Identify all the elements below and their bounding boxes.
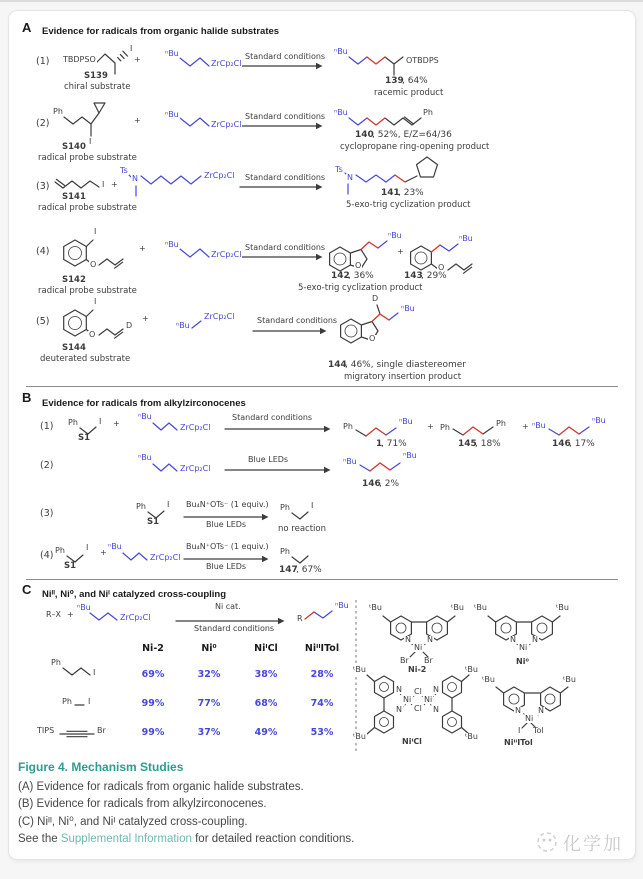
b4-prest: , 67% bbox=[296, 565, 322, 575]
a3-iodo: I bbox=[102, 180, 105, 189]
a5-plus: + bbox=[142, 314, 149, 323]
ni0-ni: Ni bbox=[519, 643, 528, 652]
a2-num: (2) bbox=[36, 118, 50, 129]
a4-num: (4) bbox=[36, 246, 50, 257]
a5-p-o: O bbox=[369, 334, 376, 343]
a4-pnote: 5-exo-trig cyclization product bbox=[298, 283, 423, 293]
c-s1-i: I bbox=[93, 668, 96, 677]
a3-ts: Ts bbox=[120, 166, 128, 175]
b2-p-nbu2: ⁿBu bbox=[403, 451, 417, 460]
a3-sdesc: radical probe substrate bbox=[38, 203, 137, 213]
niito-n2: N bbox=[538, 706, 544, 715]
b3-p-iodo: I bbox=[311, 501, 314, 510]
c-s1-ph: Ph bbox=[51, 658, 61, 667]
nicl-name: NiᴵCl bbox=[402, 737, 422, 746]
a2-pnote: cyclopropane ring-opening product bbox=[340, 142, 490, 152]
nicl-n1: N bbox=[396, 685, 402, 694]
b1-p2-ph: Ph bbox=[440, 423, 450, 432]
ni0-tbu2: ᵗBu bbox=[556, 603, 569, 612]
a4-sname: S142 bbox=[62, 275, 86, 285]
b1-cond: Standard conditions bbox=[232, 413, 313, 422]
a5-cond: Standard conditions bbox=[257, 316, 338, 325]
ni2-br2: Br bbox=[424, 656, 433, 665]
b1-p2-ph2: Ph bbox=[496, 419, 506, 428]
figure-caption bbox=[18, 760, 618, 848]
ni0-tbu1: ᵗBu bbox=[474, 603, 487, 612]
a4-p1-nbu: ⁿBu bbox=[388, 231, 402, 240]
a3-pnote: 5-exo-trig cyclization product bbox=[346, 200, 471, 210]
ni-table-value-r2c3: 68% bbox=[254, 698, 278, 709]
b1-zr: ZrCp₂Cl bbox=[180, 423, 211, 432]
b3-pnote: no reaction bbox=[278, 524, 326, 534]
nicl-tbu1: ᵗBu bbox=[353, 665, 366, 674]
a2-plus: + bbox=[134, 116, 141, 125]
a4-p2-nbu: ⁿBu bbox=[459, 234, 473, 243]
nicl-ni1: Ni bbox=[403, 695, 412, 704]
a3-sname: S141 bbox=[62, 192, 86, 202]
c-nbu: ⁿBu bbox=[77, 603, 91, 612]
a4-p2-o: O bbox=[438, 263, 445, 272]
caption-line-b: (B) Evidence for radicals from alkylzirconocenes. bbox=[18, 798, 267, 811]
a2-nbu: ⁿBu bbox=[165, 110, 179, 119]
a2-p-ph: Ph bbox=[423, 108, 433, 117]
c-s2-i: I bbox=[88, 697, 91, 706]
a4-plus2: + bbox=[397, 247, 404, 256]
watermark bbox=[533, 828, 638, 856]
a5-d: D bbox=[126, 321, 133, 330]
ni2-tbu2: ᵗBu bbox=[451, 603, 464, 612]
panel-c-letter: C bbox=[22, 582, 32, 597]
a1-p-otbdps: OTBDPS bbox=[406, 56, 439, 65]
b1-sname: S1 bbox=[78, 433, 91, 443]
b2-prest: , 2% bbox=[379, 479, 399, 489]
panel-c-title: Niᴵᴵ, Ni⁰, and Niᴵ catalyzed cross-coupling bbox=[42, 589, 227, 600]
a2-prest: , 52%, E/Z=64/36 bbox=[372, 130, 452, 140]
c-plus: + bbox=[67, 610, 74, 619]
ni-table-value-r1c3: 38% bbox=[254, 669, 278, 680]
a3-p-n: N bbox=[347, 173, 353, 182]
niito-tbu2: ᵗBu bbox=[563, 675, 576, 684]
a3-n: N bbox=[132, 174, 138, 183]
ni-table-value-r1c4: 28% bbox=[310, 669, 334, 680]
c-cond2: Standard conditions bbox=[194, 624, 275, 633]
b2-nbu: ⁿBu bbox=[138, 453, 152, 462]
a3-zr: ZrCp₂Cl bbox=[204, 171, 235, 180]
caption-line-see bbox=[18, 831, 618, 848]
a5-p-nbu: ⁿBu bbox=[401, 304, 415, 313]
see-suffix: for detailed reaction conditions. bbox=[191, 832, 355, 845]
a3-p-ts: Ts bbox=[335, 165, 343, 174]
b3-p-ph: Ph bbox=[280, 503, 290, 512]
ni-table-value-r3c4: 53% bbox=[310, 727, 334, 738]
a2-sdesc: radical probe substrate bbox=[38, 153, 137, 163]
a1-plus: + bbox=[134, 55, 141, 64]
a5-o: O bbox=[89, 330, 96, 339]
ni-table-value-r1c1: 69% bbox=[141, 669, 165, 680]
ni0-n1: N bbox=[510, 635, 516, 644]
a5-prest: , 46%, single diastereomer bbox=[345, 360, 466, 370]
b1-p1r: , 71% bbox=[381, 439, 407, 449]
b1-p3-nbu2: ⁿBu bbox=[592, 416, 606, 425]
b4-ph: Ph bbox=[55, 546, 65, 555]
ni2-n2: N bbox=[427, 635, 433, 644]
nicl-tbu3: ᵗBu bbox=[353, 732, 366, 741]
b2-pid: 146 bbox=[362, 479, 381, 489]
c-p-nbu: ⁿBu bbox=[335, 601, 349, 610]
a1-tbdpso: TBDPSO bbox=[63, 55, 96, 64]
ni-table-header-1: Ni-2 bbox=[142, 643, 164, 654]
a4-zr: ZrCp₂Cl bbox=[211, 250, 242, 259]
watermark-text: 化学加 bbox=[563, 834, 623, 855]
b2-p-nbu: ⁿBu bbox=[343, 457, 357, 466]
a4-p2rest: , 29% bbox=[421, 271, 447, 281]
b1-plus: + bbox=[113, 419, 120, 428]
b1-ph: Ph bbox=[68, 418, 78, 427]
panel-b-letter: B bbox=[22, 390, 32, 405]
b1-plus3: + bbox=[522, 422, 529, 431]
nicl-ni2: Ni bbox=[424, 695, 433, 704]
a5-sname: S144 bbox=[62, 343, 86, 353]
ni2-name: Ni-2 bbox=[408, 665, 427, 674]
a4-p2id: 143 bbox=[404, 271, 423, 281]
ni2-n1: N bbox=[405, 635, 411, 644]
b4-zr: ZrCp₂Cl bbox=[150, 553, 181, 562]
a5-num: (5) bbox=[36, 316, 50, 327]
ni-table-value-r3c2: 37% bbox=[197, 727, 221, 738]
b1-p3r: , 17% bbox=[569, 439, 595, 449]
ni-table-header-2: Ni⁰ bbox=[201, 643, 217, 654]
b4-nbu: ⁿBu bbox=[108, 542, 122, 551]
a1-pid: 139 bbox=[385, 76, 404, 86]
ni-table-value-r2c1: 99% bbox=[141, 698, 165, 709]
a2-zr: ZrCp₂Cl bbox=[211, 120, 242, 129]
caption-line-a: (A) Evidence for radicals from organic halide substrates. bbox=[18, 781, 304, 793]
a1-p-nbu: ⁿBu bbox=[334, 47, 348, 56]
b1-num: (1) bbox=[40, 421, 54, 432]
watermark-logo-icon bbox=[535, 830, 559, 854]
a2-cond: Standard conditions bbox=[245, 112, 326, 121]
b1-p2r: , 18% bbox=[475, 439, 501, 449]
nicl-cl1: Cl bbox=[414, 687, 422, 696]
b2-cond: Blue LEDs bbox=[248, 455, 289, 464]
c-p-r: R bbox=[297, 614, 303, 623]
c-s2-ph: Ph bbox=[62, 697, 72, 706]
c-rx: R–X bbox=[46, 610, 62, 619]
ni-table-value-r3c1: 99% bbox=[141, 727, 165, 738]
panel-a-title: Evidence for radicals from organic halide substrates bbox=[42, 26, 280, 37]
a3-plus: + bbox=[111, 180, 118, 189]
a1-nbu: ⁿBu bbox=[165, 49, 179, 58]
niito-tbu1: ᵗBu bbox=[482, 675, 495, 684]
a4-iodo: I bbox=[94, 227, 97, 236]
caption-title: Figure 4. Mechanism Studies bbox=[18, 760, 184, 774]
c-cond1: Ni cat. bbox=[215, 602, 241, 611]
nicl-n4: N bbox=[433, 705, 439, 714]
a4-nbu: ⁿBu bbox=[165, 240, 179, 249]
a4-o: O bbox=[90, 260, 97, 269]
ni2-br1: Br bbox=[400, 656, 409, 665]
a4-cond: Standard conditions bbox=[245, 243, 326, 252]
a5-nbu: ⁿBu bbox=[176, 321, 190, 330]
b4-iodo: I bbox=[86, 543, 89, 552]
niito-name: NiᴵᴵITol bbox=[504, 738, 533, 747]
b1-nbu: ⁿBu bbox=[138, 412, 152, 421]
niito-ni: Ni bbox=[525, 714, 534, 723]
a3-prest: , 23% bbox=[398, 188, 424, 198]
ni2-tbu1: ᵗBu bbox=[369, 603, 382, 612]
a5-pnote: migratory insertion product bbox=[344, 372, 462, 382]
b1-plus2: + bbox=[427, 422, 434, 431]
a2-p-nbu: ⁿBu bbox=[334, 108, 348, 117]
a1-num: (1) bbox=[36, 56, 50, 67]
a2-pid: 140 bbox=[355, 130, 374, 140]
b3-sname: S1 bbox=[147, 517, 160, 527]
nicl-n3: N bbox=[396, 705, 402, 714]
b3-cond2: Blue LEDs bbox=[206, 520, 247, 529]
b1-p1-ph: Ph bbox=[343, 422, 353, 431]
panel-a-letter: A bbox=[22, 20, 32, 35]
b4-plus: + bbox=[100, 548, 107, 557]
a3-pid: 141 bbox=[381, 188, 400, 198]
a5-sdesc: deuterated substrate bbox=[40, 354, 131, 364]
a2-ph: Ph bbox=[53, 107, 63, 116]
a1-iodo: I bbox=[130, 44, 133, 53]
b3-ph: Ph bbox=[136, 502, 146, 511]
b3-iodo: I bbox=[167, 500, 170, 509]
nicl-tbu2: ᵗBu bbox=[465, 665, 478, 674]
a2-sname: S140 bbox=[62, 142, 86, 152]
b1-p3id: 146 bbox=[552, 439, 571, 449]
nicl-cl2: Cl bbox=[414, 704, 422, 713]
b2-zr: ZrCp₂Cl bbox=[180, 464, 211, 473]
ni-table-value-r2c4: 74% bbox=[310, 698, 334, 709]
a5-pid: 144 bbox=[328, 360, 347, 370]
nicl-tbu4: ᵗBu bbox=[465, 732, 478, 741]
a4-p1id: 142 bbox=[331, 271, 350, 281]
ni-table-header-3: NiᴵCl bbox=[254, 643, 278, 654]
c-zr: ZrCp₂Cl bbox=[120, 613, 151, 622]
a5-p-d: D bbox=[372, 294, 379, 303]
b1-p1id: 1 bbox=[376, 439, 383, 449]
a3-num: (3) bbox=[36, 181, 50, 192]
b4-p-ph: Ph bbox=[280, 547, 290, 556]
ni-table-value-r3c3: 49% bbox=[254, 727, 278, 738]
supplemental-information-link[interactable]: Supplemental Information bbox=[60, 832, 192, 845]
a1-cond: Standard conditions bbox=[245, 52, 326, 61]
a1-prest: , 64% bbox=[402, 76, 428, 86]
b1-iodo: I bbox=[99, 417, 102, 426]
a3-cond: Standard conditions bbox=[245, 173, 326, 182]
ni-table-header-4: NiᴵᴵITol bbox=[304, 643, 340, 654]
niito-i: I bbox=[518, 726, 521, 735]
see-prefix: See the bbox=[18, 832, 61, 845]
a5-iodo: I bbox=[94, 297, 97, 306]
a5-zr: ZrCp₂Cl bbox=[204, 312, 235, 321]
a1-zr: ZrCp₂Cl bbox=[211, 59, 242, 68]
b3-cond1: Bu₄N⁺OTs⁻ (1 equiv.) bbox=[186, 500, 269, 509]
niito-tol: Tol bbox=[533, 726, 544, 735]
a4-plus: + bbox=[139, 244, 146, 253]
a4-sdesc: radical probe substrate bbox=[38, 286, 137, 296]
c-s3-tips: TIPS bbox=[37, 726, 55, 735]
c-s3-br: Br bbox=[97, 726, 106, 735]
a4-p1-o: O bbox=[355, 261, 362, 270]
a1-sdesc: chiral substrate bbox=[64, 82, 131, 92]
b3-num: (3) bbox=[40, 508, 54, 519]
niito-n1: N bbox=[515, 706, 521, 715]
a1-sname: S139 bbox=[84, 71, 108, 81]
b4-sname: S1 bbox=[64, 561, 77, 571]
b1-p2id: 145 bbox=[458, 439, 477, 449]
b4-cond1: Bu₄N⁺OTs⁻ (1 equiv.) bbox=[186, 542, 269, 551]
ni0-n2: N bbox=[532, 635, 538, 644]
b4-num: (4) bbox=[40, 550, 54, 561]
a2-iodo: I bbox=[89, 137, 92, 146]
b1-p3-nbu: ⁿBu bbox=[532, 421, 546, 430]
caption-line-c: (C) Niᴵᴵ, Ni⁰, and Niᴵ catalyzed cross-coupling. bbox=[18, 815, 248, 828]
ni-table-value-r1c2: 32% bbox=[197, 669, 221, 680]
b1-p1-nbu: ⁿBu bbox=[399, 417, 413, 426]
ni0-name: Ni⁰ bbox=[516, 657, 529, 666]
a1-pnote: racemic product bbox=[374, 88, 444, 98]
ni2-ni: Ni bbox=[414, 643, 423, 652]
b2-num: (2) bbox=[40, 460, 54, 471]
a4-p1rest: , 36% bbox=[348, 271, 374, 281]
b4-pid: 147 bbox=[279, 565, 298, 575]
ni-table-value-r2c2: 77% bbox=[197, 698, 221, 709]
panel-b-title: Evidence for radicals from alkylzirconocenes bbox=[42, 398, 246, 409]
nicl-n2: N bbox=[433, 685, 439, 694]
b4-cond2: Blue LEDs bbox=[206, 562, 247, 571]
